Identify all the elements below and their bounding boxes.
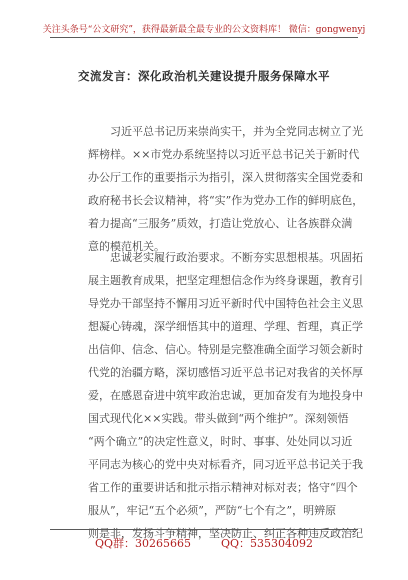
text-line: 想凝心铸魂，深学细悟其中的道理、学理、哲理，真正学 — [88, 320, 363, 333]
text-line: 代党的治疆方略，深切感悟习近平总书记对我省的关怀厚 — [88, 366, 363, 379]
header-divider — [50, 37, 358, 38]
text-line: 平同志为核心的党中央对标看齐，同习近平总书记关于我 — [88, 458, 363, 471]
text-line: 出信仰、信念、信心。特别是完整准确全面学习领会新时 — [88, 343, 363, 356]
text-line: 服从”，牢记“五个必须”，严防“七个有之”，明辨原 — [88, 504, 337, 517]
text-line: 办公厅工作的重要指示为指引，深入贯彻落实全国党委和 — [88, 171, 363, 184]
text-line: 国式现代化××实践。带头做到“两个维护”。深刻领悟 — [88, 412, 349, 425]
text-line: 则是非，发扬斗争精神，坚决防止、纠正各种违反政治纪 — [88, 527, 363, 540]
footer-qq: QQ：535304092 — [221, 537, 314, 550]
text-line: 忠诚老实履行政治要求。不断夯实思想根基。巩固拓 — [88, 251, 363, 264]
text-line: 政府秘书长会议精神，将“实”作为党办工作的鲜明底色， — [88, 194, 364, 207]
footer-contact — [0, 535, 408, 551]
text-line: 省工作的重要讲话和批示指示精神对标对表；恪守“四个 — [88, 481, 358, 494]
header-notice: 关注头条号“公文研究”，获得最新最全最专业的公文资料库！ 微信：gongwenyj — [42, 25, 366, 35]
text-line: 导党办干部坚持不懈用习近平新时代中国特色社会主义思 — [88, 297, 363, 310]
text-line: 意的模范机关。 — [88, 240, 165, 253]
text-line: “两个确立”的决定性意义，时时、事事、处处同以习近 — [88, 435, 353, 448]
text-line: 着力提高“三服务”质效，打造让党放心、让各族群众满 — [88, 217, 353, 230]
paragraph-2 — [88, 246, 363, 545]
document-title: 交流发言：深化政治机关建设提升服务保障水平 — [78, 69, 330, 83]
footer-divider — [50, 529, 358, 530]
text-line: 习近平总书记历来崇尚实干，并为全党同志树立了光 — [88, 125, 363, 138]
text-line: 展主题教育成果，把坚定理想信念作为终身课题，教育引 — [88, 274, 363, 287]
footer-qq-group: QQ群：30265665 — [94, 537, 191, 550]
text-line: 辉榜样。××市党办系统坚持以习近平总书记关于新时代 — [88, 148, 360, 161]
text-line: 爱，在感恩奋进中筑牢政治忠诚，更加奋发有为地投身中 — [88, 389, 363, 402]
